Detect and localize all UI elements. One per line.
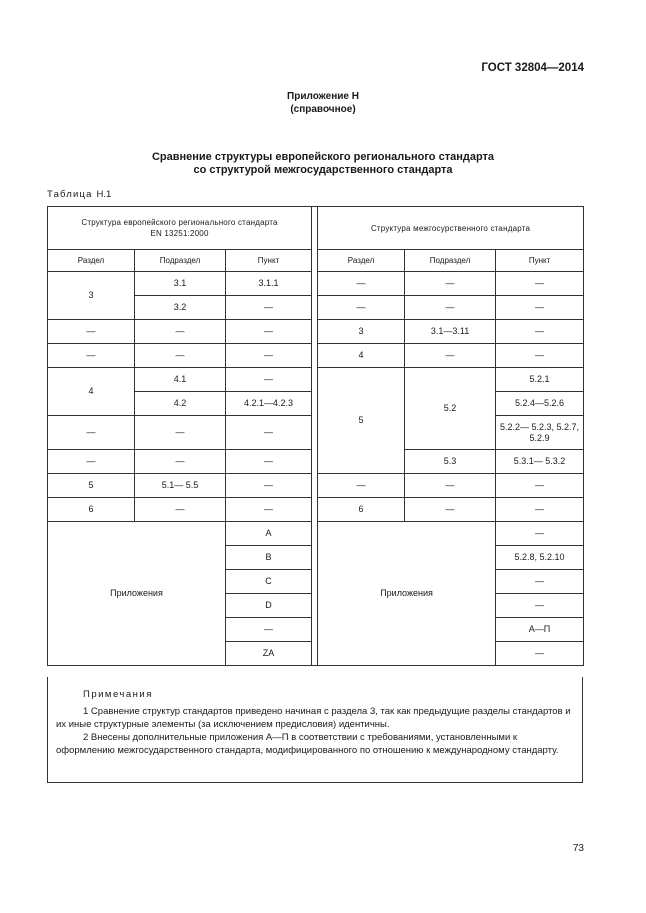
table-cell: 3.1.1 [226,272,312,296]
appendix-item-left: C [226,570,312,594]
table-cell: — [318,474,405,498]
col-header-section-right: Раздел [318,250,405,272]
page-number: 73 [572,843,584,854]
col-header-item-left: Пункт [226,250,312,272]
appendix-item-right: 5.2.8, 5.2.10 [496,546,584,570]
table-cell: — [405,296,496,320]
table-cell: 5.2.2— 5.2.3, 5.2.7, 5.2.9 [496,416,584,450]
table-caption [0,151,646,177]
notes-box [47,677,583,783]
table-cell: 5.2.1 [496,368,584,392]
appendix-item-left: B [226,546,312,570]
table-cell: — [48,344,135,368]
table-cell: — [135,416,226,450]
table-label-word: Таблица [47,189,93,200]
caption-line-2: со структурой межгосударственного стандарта [193,164,453,176]
table-cell: — [226,498,312,522]
table-cell: 3.2 [135,296,226,320]
table-cell: 6 [48,498,135,522]
table-cell: — [496,296,584,320]
table-gap [312,546,318,570]
appendix-label-right: Приложения [318,522,496,666]
table-cell: — [48,320,135,344]
table-row [48,474,584,498]
table-cell: — [405,272,496,296]
appendix-item-right: А—П [496,618,584,642]
table-cell: 6 [318,498,405,522]
table-cell: — [226,450,312,474]
table-cell: — [135,320,226,344]
appendix-item-right: — [496,594,584,618]
notes-heading: Примечания [83,689,153,700]
appendix-item-right: — [496,642,584,666]
table-gap [312,570,318,594]
table-cell: — [226,320,312,344]
table-row [48,344,584,368]
table-gap [312,450,318,474]
table-cell: 5.2 [405,368,496,450]
table-column-header-row [48,250,584,272]
table-label [47,189,111,200]
appendix-label-left: Приложения [48,522,226,666]
appendix-item-left: A [226,522,312,546]
annex-title: Приложение Н [287,91,359,102]
table-cell: 4 [48,368,135,416]
table-cell: 5 [318,368,405,474]
table-cell: — [135,498,226,522]
table-cell: — [318,296,405,320]
table-cell: 3.1—3.11 [405,320,496,344]
col-header-item-right: Пункт [496,250,584,272]
table-cell: 4.1 [135,368,226,392]
table-gap [312,416,318,450]
comparison-table [47,206,584,666]
table-cell: — [48,450,135,474]
appendix-item-left: — [226,618,312,642]
table-row [48,498,584,522]
annex-heading [0,90,646,116]
table-cell: — [226,368,312,392]
appendix-item-right: — [496,570,584,594]
annex-status: (справочное) [290,104,356,115]
group-header-interstate: Структура межгосурственного стандарта [318,207,584,250]
table-cell: 3 [48,272,135,320]
table-cell: 5.1— 5.5 [135,474,226,498]
appendix-item-left: D [226,594,312,618]
table-label-number: Н.1 [96,189,112,200]
table-gap [312,618,318,642]
table-cell: 4.2 [135,392,226,416]
table-row [48,416,584,450]
table-cell: 5.3.1— 5.3.2 [496,450,584,474]
table-cell: 5.3 [405,450,496,474]
table-cell: 3.1 [135,272,226,296]
table-row [48,450,584,474]
table-cell: — [318,272,405,296]
col-header-subsection-right: Подраздел [405,250,496,272]
table-cell: 5.2.4—5.2.6 [496,392,584,416]
table-cell: — [496,320,584,344]
note-1: 1 Сравнение структур стандартов приведено начиная с раздела 3, так как предыдущие разделы стандартов и их иные структурные элементы (за исключением предисловия) идентичны. [56,706,571,730]
table-row [48,272,584,296]
table-cell: — [496,344,584,368]
col-header-subsection-left: Подраздел [135,250,226,272]
table-cell: — [226,296,312,320]
appendix-item-right: — [496,522,584,546]
table-cell: 3 [318,320,405,344]
table-row [48,368,584,392]
table-cell: — [226,474,312,498]
table-row [48,320,584,344]
document-code: ГОСТ 32804—2014 [481,62,584,74]
table-gap [312,594,318,618]
note-2: 2 Внесены дополнительные приложения А—П в соответствии с требованиями, установленными к оформлению межгосударственного стандарта, модифицированного по отношению к международному стандарту. [56,732,559,756]
table-cell: — [496,474,584,498]
group-header-european-line-2: EN 13251:2000 [150,229,209,238]
caption-line-1: Сравнение структуры европейского регионального стандарта [151,151,495,163]
col-header-section-left: Раздел [48,250,135,272]
table-cell: — [135,344,226,368]
table-group-header-row [48,207,584,250]
table-cell: — [496,498,584,522]
group-header-european-line-1: Структура европейского регионального стандарта [81,218,278,227]
table-cell: — [405,474,496,498]
table-gap [312,392,318,416]
table-gap [312,642,318,666]
table-cell: 4.2.1—4.2.3 [226,392,312,416]
table-cell: — [226,344,312,368]
group-header-european [48,207,312,250]
table-cell: — [48,416,135,450]
table-cell: 4 [318,344,405,368]
table-cell: — [405,498,496,522]
appendix-item-left: ZA [226,642,312,666]
table-cell: — [226,416,312,450]
appendix-row [48,522,584,546]
table-cell: — [496,272,584,296]
table-cell: — [135,450,226,474]
table-cell: — [405,344,496,368]
table-cell: 5 [48,474,135,498]
